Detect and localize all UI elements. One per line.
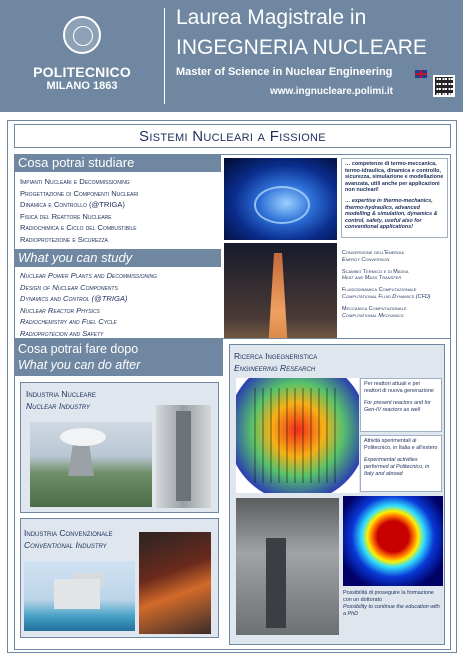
list-item: Fisica del Reattore Nucleare [20, 211, 112, 221]
reactors-it: Per reattori attuali e per reattori di nuova generazione [364, 381, 434, 394]
after-heading-en: What you can do after [18, 358, 141, 372]
reactor-core-photo [224, 158, 337, 240]
steel-mill-photo [139, 532, 211, 634]
reactors-box [360, 378, 442, 432]
cooling-tower-photo [224, 243, 337, 350]
competences-en: … expertise in thermo-mechanics, thermo-hydraulics, advanced modelling & simulation, dynamics & control, safety, useful also for conventional applications! [345, 197, 438, 231]
website-link[interactable]: www.ingnucleare.polimi.it [270, 86, 393, 97]
header [0, 0, 463, 112]
study-list-en [20, 270, 157, 339]
nuclear-plant-photo [30, 422, 152, 507]
list-item [342, 250, 448, 264]
research-it: Ricerca Ingegneristica [234, 351, 318, 361]
list-item: Radiochemistry and Fuel Cycle [20, 317, 117, 326]
courses-list [342, 250, 448, 324]
competences-it: … competenze di termo-meccanica, termo-idraulica, dinamica e controllo, sicurezza, simulazione e modellazione avanzata, utili anche per applicazioni non nucleari! [345, 161, 444, 194]
main-title-box [14, 124, 451, 148]
phd-en: Possibility to continue the education with a PhD [343, 604, 440, 617]
list-item [342, 287, 448, 301]
after-heading [14, 338, 223, 376]
course-it: Scambio Termico e di Massa [342, 268, 409, 275]
core-simulation-image [236, 378, 359, 493]
phd-text [343, 590, 443, 618]
page-title-line1: Laurea Magistrale in [176, 6, 367, 29]
list-item [342, 269, 448, 283]
laboratory-photo [236, 498, 339, 635]
university-seal-icon [63, 16, 101, 54]
main-title: Sistemi Nucleari a Fissione [139, 128, 326, 145]
reactors-en: For present reactors and for Gen-IV reactors as well [364, 400, 431, 413]
list-item [342, 306, 448, 320]
research-en: Engineering Research [234, 363, 316, 373]
research-title [234, 350, 317, 374]
activities-en: Experimental activities performed at Politecnico, in Italy and abroad [364, 457, 430, 477]
logo-city: MILANO 1863 [46, 80, 118, 92]
list-item: Radioprotezione e Sicurezza [20, 234, 108, 244]
conventional-industry-it: Industria Convenzionale [24, 528, 113, 538]
list-item: Radioprotecion and Safety [20, 328, 104, 338]
list-item: Impianti Nucleari e Decommissioning [20, 177, 130, 186]
activities-box [360, 435, 442, 492]
list-item: Nuclear Reactor Physics [20, 305, 100, 315]
course-it: Meccanica Computazionale [342, 305, 407, 312]
nuclear-industry-title [26, 388, 96, 412]
competences-box [341, 158, 448, 238]
phd-it: Possibilità di proseguire la formazione con un dottorato [343, 590, 434, 603]
header-divider [164, 8, 165, 104]
study-list-it [20, 176, 138, 245]
course-en: Computational Fluid Dynamics (CFD) [342, 293, 431, 300]
course-en: Energy Conversion [342, 256, 390, 263]
activities-it: Attività sperimentali al Politecnico, in Italia e all'estero [364, 438, 438, 451]
study-heading-en: What you can study [14, 249, 221, 267]
qr-code-icon [433, 75, 455, 97]
list-item: Design of Nuclear Components [20, 282, 118, 292]
logo-name: POLITECNICO [33, 64, 131, 80]
list-item: Progettazione di Componenti Nucleari [20, 188, 139, 198]
page-title-line2: INGEGNERIA NUCLEARE [176, 36, 427, 59]
reactor-vessel-photo [156, 405, 211, 508]
course-en: Computational Mechanics [342, 312, 404, 319]
uk-flag-icon [415, 70, 427, 78]
conventional-industry-title [24, 527, 113, 551]
course-it: Conversione dell'Energia [342, 250, 405, 256]
page-subtitle: Master of Science in Nuclear Engineering [176, 66, 393, 78]
course-en: Heat and Mass Transfer [342, 275, 402, 282]
list-item: Dinamica e Controllo (@TRIGA) [20, 200, 125, 209]
power-station-photo [24, 561, 135, 631]
study-heading-it: Cosa potrai studiare [14, 154, 221, 172]
course-it: Fluidodinamica Computazionale [342, 287, 417, 294]
nuclear-industry-it: Industria Nucleare [26, 389, 96, 399]
list-item: Radiochimica e Ciclo del Combustibile [20, 223, 137, 232]
list-item: Nuclear Power Plants and Decommissioning [20, 271, 158, 280]
nuclear-industry-en: Nuclear Industry [26, 401, 90, 411]
conventional-industry-en: Conventional Industry [24, 540, 107, 550]
after-heading-it: Cosa potrai fare dopo [18, 342, 139, 356]
list-item: Dynamics and Control (@TRIGA) [20, 294, 128, 303]
field-simulation-image [343, 496, 443, 586]
